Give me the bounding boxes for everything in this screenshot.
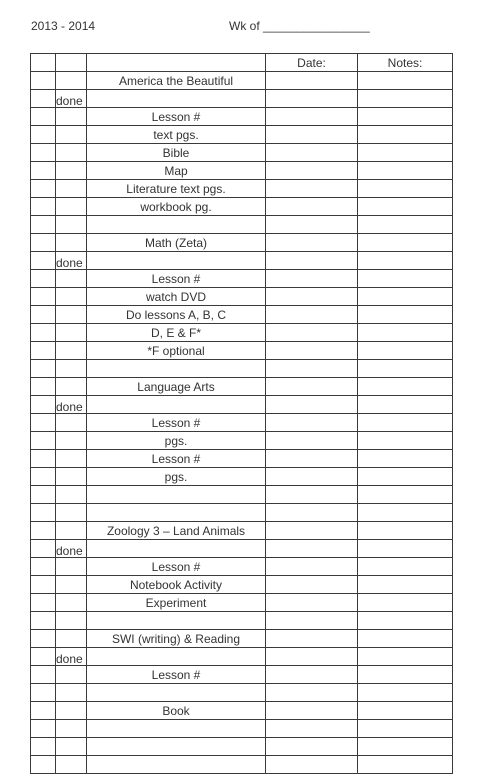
notes-cell bbox=[358, 234, 453, 252]
notes-cell bbox=[358, 162, 453, 180]
done-status-cell bbox=[56, 108, 87, 126]
date-cell bbox=[266, 558, 358, 576]
date-cell bbox=[266, 414, 358, 432]
notes-cell bbox=[358, 666, 453, 684]
done-status-cell bbox=[56, 72, 87, 90]
notes-cell bbox=[358, 270, 453, 288]
row-marker-cell bbox=[31, 468, 56, 486]
planner-row bbox=[31, 594, 453, 612]
notes-cell bbox=[358, 450, 453, 468]
planner-row bbox=[31, 558, 453, 576]
done-status-cell bbox=[56, 54, 87, 72]
subject-item-cell: Lesson # bbox=[87, 666, 266, 684]
done-status-cell bbox=[56, 342, 87, 360]
planner-row bbox=[31, 378, 453, 396]
planner-row bbox=[31, 522, 453, 540]
row-marker-cell bbox=[31, 666, 56, 684]
done-status-cell bbox=[56, 504, 87, 522]
done-status-cell bbox=[56, 126, 87, 144]
planner-row bbox=[31, 450, 453, 468]
planner-row bbox=[31, 360, 453, 378]
subject-item-cell bbox=[87, 684, 266, 702]
row-marker-cell bbox=[31, 324, 56, 342]
done-status-cell bbox=[56, 522, 87, 540]
notes-cell bbox=[358, 180, 453, 198]
subject-item-cell: Book bbox=[87, 702, 266, 720]
date-cell bbox=[266, 486, 358, 504]
subject-item-cell bbox=[87, 540, 266, 558]
date-cell bbox=[266, 360, 358, 378]
row-marker-cell bbox=[31, 198, 56, 216]
notes-cell bbox=[358, 414, 453, 432]
planner-row bbox=[31, 306, 453, 324]
date-cell bbox=[266, 576, 358, 594]
date-column-header: Date: bbox=[266, 54, 358, 72]
subject-item-cell bbox=[87, 396, 266, 414]
notes-cell bbox=[358, 486, 453, 504]
notes-cell bbox=[358, 558, 453, 576]
subject-item-cell: D, E & F* bbox=[87, 324, 266, 342]
notes-cell bbox=[358, 756, 453, 774]
date-cell bbox=[266, 108, 358, 126]
planner-row bbox=[31, 414, 453, 432]
done-status-cell bbox=[56, 324, 87, 342]
planner-row bbox=[31, 504, 453, 522]
done-status-cell bbox=[56, 594, 87, 612]
subject-item-cell: SWI (writing) & Reading bbox=[87, 630, 266, 648]
notes-cell bbox=[358, 216, 453, 234]
row-marker-cell bbox=[31, 630, 56, 648]
done-status-cell bbox=[56, 738, 87, 756]
row-marker-cell bbox=[31, 144, 56, 162]
subject-item-cell bbox=[87, 720, 266, 738]
row-marker-cell bbox=[31, 252, 56, 270]
done-status-cell bbox=[56, 576, 87, 594]
date-cell bbox=[266, 324, 358, 342]
row-marker-cell bbox=[31, 180, 56, 198]
row-marker-cell bbox=[31, 504, 56, 522]
done-status-cell bbox=[56, 720, 87, 738]
subject-item-cell bbox=[87, 90, 266, 108]
subject-item-cell bbox=[87, 738, 266, 756]
notes-cell bbox=[358, 684, 453, 702]
done-status-cell: done bbox=[56, 396, 87, 414]
subject-item-cell: Language Arts bbox=[87, 378, 266, 396]
date-cell bbox=[266, 522, 358, 540]
subject-item-cell: Bible bbox=[87, 144, 266, 162]
subject-item-cell: Lesson # bbox=[87, 450, 266, 468]
subject-item-cell bbox=[87, 360, 266, 378]
done-status-cell bbox=[56, 432, 87, 450]
planner-row bbox=[31, 666, 453, 684]
notes-cell bbox=[358, 90, 453, 108]
subject-item-cell: Literature text pgs. bbox=[87, 180, 266, 198]
planner-row bbox=[31, 540, 453, 558]
done-status-cell bbox=[56, 486, 87, 504]
date-cell bbox=[266, 270, 358, 288]
row-marker-cell bbox=[31, 108, 56, 126]
done-status-cell bbox=[56, 162, 87, 180]
planner-row bbox=[31, 702, 453, 720]
row-marker-cell bbox=[31, 360, 56, 378]
done-status-cell bbox=[56, 756, 87, 774]
school-year-label: 2013 - 2014 bbox=[31, 19, 96, 33]
planner-row bbox=[31, 738, 453, 756]
date-cell bbox=[266, 216, 358, 234]
done-status-cell bbox=[56, 360, 87, 378]
row-marker-cell bbox=[31, 234, 56, 252]
date-cell bbox=[266, 72, 358, 90]
done-status-cell: done bbox=[56, 90, 87, 108]
done-status-cell bbox=[56, 612, 87, 630]
planner-row bbox=[31, 252, 453, 270]
row-marker-cell bbox=[31, 288, 56, 306]
planner-row bbox=[31, 198, 453, 216]
weekly-planner-table bbox=[30, 53, 453, 774]
done-status-cell bbox=[56, 306, 87, 324]
notes-cell bbox=[358, 378, 453, 396]
planner-row bbox=[31, 90, 453, 108]
date-cell bbox=[266, 594, 358, 612]
done-status-cell bbox=[56, 378, 87, 396]
subject-item-cell bbox=[87, 216, 266, 234]
row-marker-cell bbox=[31, 414, 56, 432]
subject-item-cell bbox=[87, 54, 266, 72]
date-cell bbox=[266, 306, 358, 324]
notes-column-header: Notes: bbox=[358, 54, 453, 72]
date-cell bbox=[266, 342, 358, 360]
subject-item-cell: Lesson # bbox=[87, 558, 266, 576]
row-marker-cell bbox=[31, 720, 56, 738]
done-status-cell bbox=[56, 180, 87, 198]
notes-cell bbox=[358, 396, 453, 414]
row-marker-cell bbox=[31, 486, 56, 504]
row-marker-cell bbox=[31, 756, 56, 774]
row-marker-cell bbox=[31, 270, 56, 288]
done-status-cell: done bbox=[56, 648, 87, 666]
row-marker-cell bbox=[31, 450, 56, 468]
date-cell bbox=[266, 756, 358, 774]
row-marker-cell bbox=[31, 378, 56, 396]
date-cell bbox=[266, 738, 358, 756]
subject-item-cell: Lesson # bbox=[87, 414, 266, 432]
subject-item-cell: Map bbox=[87, 162, 266, 180]
planner-row bbox=[31, 54, 453, 72]
notes-cell bbox=[358, 540, 453, 558]
row-marker-cell bbox=[31, 738, 56, 756]
notes-cell bbox=[358, 126, 453, 144]
planner-row bbox=[31, 630, 453, 648]
date-cell bbox=[266, 450, 358, 468]
date-cell bbox=[266, 180, 358, 198]
done-status-cell bbox=[56, 270, 87, 288]
subject-item-cell: Notebook Activity bbox=[87, 576, 266, 594]
date-cell bbox=[266, 288, 358, 306]
planner-row bbox=[31, 270, 453, 288]
date-cell bbox=[266, 378, 358, 396]
row-marker-cell bbox=[31, 702, 56, 720]
notes-cell bbox=[358, 576, 453, 594]
planner-row bbox=[31, 216, 453, 234]
row-marker-cell bbox=[31, 216, 56, 234]
subject-item-cell: workbook pg. bbox=[87, 198, 266, 216]
done-status-cell bbox=[56, 684, 87, 702]
notes-cell bbox=[358, 432, 453, 450]
planner-row bbox=[31, 612, 453, 630]
notes-cell bbox=[358, 522, 453, 540]
planner-row bbox=[31, 180, 453, 198]
notes-cell bbox=[358, 612, 453, 630]
done-status-cell bbox=[56, 144, 87, 162]
planner-row bbox=[31, 396, 453, 414]
row-marker-cell bbox=[31, 432, 56, 450]
date-cell bbox=[266, 666, 358, 684]
subject-item-cell: Lesson # bbox=[87, 270, 266, 288]
row-marker-cell bbox=[31, 594, 56, 612]
date-cell bbox=[266, 198, 358, 216]
row-marker-cell bbox=[31, 306, 56, 324]
date-cell bbox=[266, 504, 358, 522]
row-marker-cell bbox=[31, 612, 56, 630]
subject-item-cell: text pgs. bbox=[87, 126, 266, 144]
date-cell bbox=[266, 648, 358, 666]
date-cell bbox=[266, 612, 358, 630]
subject-item-cell bbox=[87, 504, 266, 522]
planner-row bbox=[31, 432, 453, 450]
row-marker-cell bbox=[31, 90, 56, 108]
subject-item-cell: Experiment bbox=[87, 594, 266, 612]
subject-item-cell bbox=[87, 252, 266, 270]
done-status-cell: done bbox=[56, 252, 87, 270]
row-marker-cell bbox=[31, 126, 56, 144]
row-marker-cell bbox=[31, 558, 56, 576]
date-cell bbox=[266, 144, 358, 162]
done-status-cell bbox=[56, 630, 87, 648]
notes-cell bbox=[358, 630, 453, 648]
subject-item-cell: *F optional bbox=[87, 342, 266, 360]
notes-cell bbox=[358, 324, 453, 342]
subject-item-cell: pgs. bbox=[87, 432, 266, 450]
notes-cell bbox=[358, 648, 453, 666]
notes-cell bbox=[358, 72, 453, 90]
row-marker-cell bbox=[31, 684, 56, 702]
date-cell bbox=[266, 432, 358, 450]
done-status-cell bbox=[56, 666, 87, 684]
subject-item-cell bbox=[87, 648, 266, 666]
done-status-cell bbox=[56, 450, 87, 468]
row-marker-cell bbox=[31, 576, 56, 594]
planner-row bbox=[31, 162, 453, 180]
notes-cell bbox=[358, 738, 453, 756]
notes-cell bbox=[358, 594, 453, 612]
date-cell bbox=[266, 630, 358, 648]
date-cell bbox=[266, 126, 358, 144]
planner-row bbox=[31, 144, 453, 162]
row-marker-cell bbox=[31, 522, 56, 540]
date-cell bbox=[266, 468, 358, 486]
notes-cell bbox=[358, 198, 453, 216]
done-status-cell bbox=[56, 234, 87, 252]
date-cell bbox=[266, 720, 358, 738]
planner-row bbox=[31, 684, 453, 702]
planner-row bbox=[31, 756, 453, 774]
date-cell bbox=[266, 684, 358, 702]
planner-row bbox=[31, 486, 453, 504]
planner-row bbox=[31, 72, 453, 90]
notes-cell bbox=[358, 342, 453, 360]
done-status-cell bbox=[56, 558, 87, 576]
subject-item-cell: America the Beautiful bbox=[87, 72, 266, 90]
notes-cell bbox=[358, 306, 453, 324]
notes-cell bbox=[358, 360, 453, 378]
date-cell bbox=[266, 234, 358, 252]
planner-row bbox=[31, 108, 453, 126]
planner-row bbox=[31, 342, 453, 360]
planner-row bbox=[31, 234, 453, 252]
subject-item-cell: Zoology 3 – Land Animals bbox=[87, 522, 266, 540]
planner-row bbox=[31, 324, 453, 342]
date-cell bbox=[266, 162, 358, 180]
done-status-cell bbox=[56, 288, 87, 306]
planner-row bbox=[31, 468, 453, 486]
notes-cell bbox=[358, 468, 453, 486]
date-cell bbox=[266, 702, 358, 720]
done-status-cell bbox=[56, 216, 87, 234]
subject-item-cell: watch DVD bbox=[87, 288, 266, 306]
planner-row bbox=[31, 648, 453, 666]
done-status-cell bbox=[56, 702, 87, 720]
row-marker-cell bbox=[31, 54, 56, 72]
subject-item-cell bbox=[87, 486, 266, 504]
date-cell bbox=[266, 90, 358, 108]
subject-item-cell bbox=[87, 756, 266, 774]
notes-cell bbox=[358, 504, 453, 522]
done-status-cell: done bbox=[56, 540, 87, 558]
subject-item-cell: Math (Zeta) bbox=[87, 234, 266, 252]
planner-row bbox=[31, 720, 453, 738]
row-marker-cell bbox=[31, 72, 56, 90]
planner-row bbox=[31, 126, 453, 144]
notes-cell bbox=[358, 288, 453, 306]
notes-cell bbox=[358, 702, 453, 720]
row-marker-cell bbox=[31, 396, 56, 414]
done-status-cell bbox=[56, 414, 87, 432]
notes-cell bbox=[358, 144, 453, 162]
date-cell bbox=[266, 540, 358, 558]
row-marker-cell bbox=[31, 162, 56, 180]
subject-item-cell bbox=[87, 612, 266, 630]
subject-item-cell: Do lessons A, B, C bbox=[87, 306, 266, 324]
done-status-cell bbox=[56, 198, 87, 216]
planner-row bbox=[31, 288, 453, 306]
row-marker-cell bbox=[31, 342, 56, 360]
notes-cell bbox=[358, 252, 453, 270]
date-cell bbox=[266, 396, 358, 414]
subject-item-cell: pgs. bbox=[87, 468, 266, 486]
planner-row bbox=[31, 576, 453, 594]
row-marker-cell bbox=[31, 648, 56, 666]
week-of-label: Wk of ________________ bbox=[229, 19, 370, 33]
notes-cell bbox=[358, 108, 453, 126]
date-cell bbox=[266, 252, 358, 270]
row-marker-cell bbox=[31, 540, 56, 558]
notes-cell bbox=[358, 720, 453, 738]
done-status-cell bbox=[56, 468, 87, 486]
subject-item-cell: Lesson # bbox=[87, 108, 266, 126]
